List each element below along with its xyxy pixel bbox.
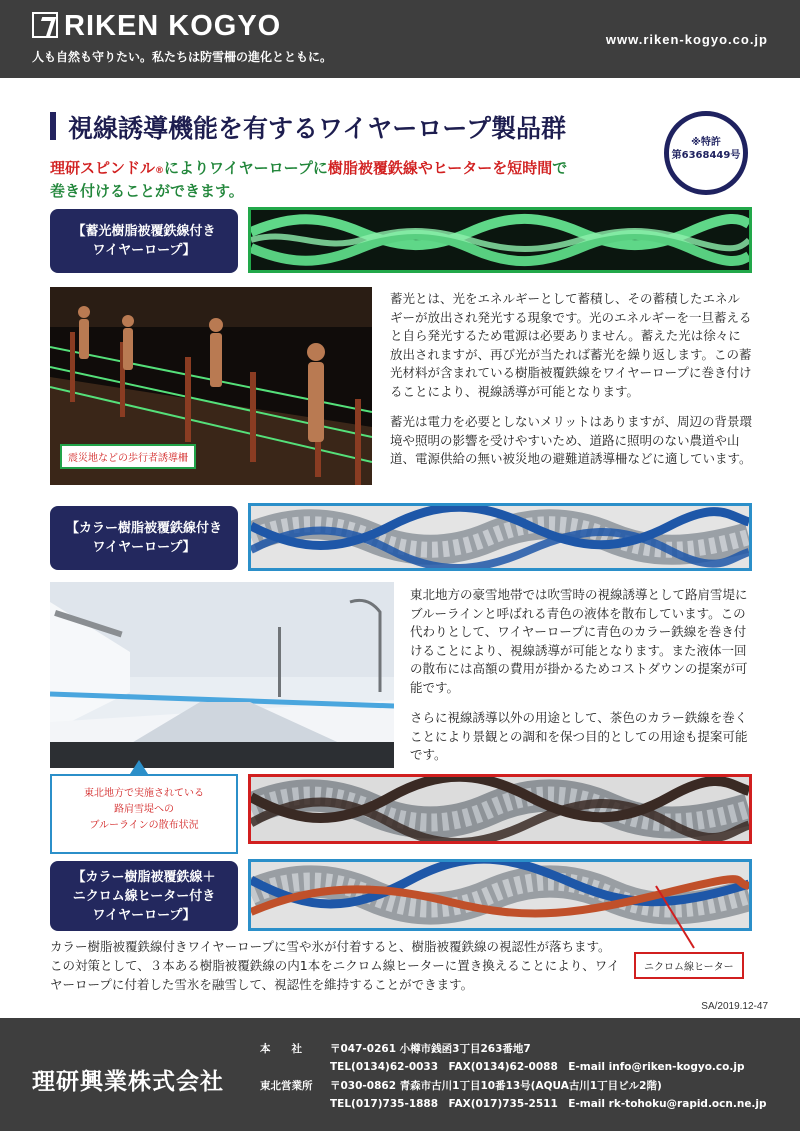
luminous-paragraph-1: 蓄光とは、光をエネルギーとして蓄積し、その蓄積したエネルギーが放出され発光する現象です。光のエネルギーを一旦蓄えると自ら発光するため電源は必要ありません。蓄えた光は徐々に放出されますが、再び光が当たれば蓄光を繰り返します。この蓄光材料が含まれている樹脂被覆鉄線をワイヤーロープに巻き付けることにより、視線誘導が可能となります。 <box>390 291 752 399</box>
product-label-line: 【蓄光樹脂被覆鉄線付き <box>72 224 216 239</box>
riken-logo-icon <box>32 12 58 38</box>
tohoku-label: 東北営業所 <box>260 1080 313 1092</box>
product-label-line: ニクロム線ヒーター付き <box>72 888 216 904</box>
company-name: 理研興業株式会社 <box>32 1069 224 1095</box>
rope-image-brown <box>248 774 752 844</box>
product-label-line: 【カラー樹脂被覆鉄線付き <box>65 521 222 536</box>
hq-contact: TEL(0134)62-0033 FAX(0134)62-0088 E-mail info@riken-kogyo.co.jp <box>330 1061 745 1073</box>
title-accent-bar <box>50 112 56 140</box>
product-label-line: ワイヤーロープ】 <box>92 540 196 555</box>
color-paragraph-2: さらに視線誘導以外の用途として、茶色のカラー鉄線を巻くことにより景観との調和を保つ目的としての用途も提案可能です。 <box>410 710 748 762</box>
color-description <box>410 586 752 765</box>
hq-label: 本 社 <box>260 1043 302 1055</box>
callout-blue-line <box>50 774 238 854</box>
page-footer <box>0 1018 800 1131</box>
lead-text <box>50 158 650 201</box>
callout-line: 路肩雪堤への <box>114 804 174 815</box>
website-link[interactable]: www.riken-kogyo.co.jp <box>605 32 768 47</box>
color-paragraph-1: 東北地方の豪雪地帯では吹雪時の視線誘導として路肩雪堤にブルーラインと呼ばれる青色の液体を散布しています。この代わりとして、ワイヤーロープに青色のカラー鉄線を巻き付けることにより、視線誘導が可能となります。また液体一回の散布には高額の費用が掛かるためコストダウンの提案が可能です。 <box>410 587 748 695</box>
slogan: 人も自然も守りたい。私たちは防雪柵の進化とともに。 <box>32 50 333 64</box>
document-number: SA/2019.12-47 <box>701 1001 768 1012</box>
tohoku-address: 〒030-0862 青森市古川1丁目10番13号(AQUA古川1丁目ビル2階) <box>330 1080 662 1092</box>
page-header <box>0 0 800 78</box>
blue-rope-graphic <box>251 506 749 568</box>
registered-mark: ® <box>155 166 165 176</box>
brand-name: RIKEN KOGYO <box>64 10 282 42</box>
callout-pointer <box>130 760 148 774</box>
heater-description: カラー樹脂被覆鉄線付きワイヤーロープに雪や氷が付着すると、樹脂被覆鉄線の視認性が落ちます。この対策として、３本ある樹脂被覆鉄線の内1本をニクロム線ヒーターに置き換えることにより、ワイヤーロープに付着した雪氷を融雪して、視認性を維持することができます。 <box>50 939 620 992</box>
callout-line: 東北地方で実施されている <box>84 788 204 799</box>
hq-address: 〒047-0261 小樽市銭函3丁目263番地7 <box>330 1043 531 1055</box>
page-title: 視線誘導機能を有するワイヤーロープ製品群 <box>68 114 567 143</box>
rope-image-blue <box>248 503 752 571</box>
product-label-line: ワイヤーロープ】 <box>92 243 196 258</box>
patent-number: 第6368449号 <box>671 150 741 161</box>
heater-pointer-line <box>650 882 710 954</box>
luminous-paragraph-2: 蓄光は電力を必要としないメリットはありますが、周辺の背景環境や照明の影響を受けやすいため、道路に照明のない農道や山道、電源供給の無い被災地の避難道誘導柵などに適しています。 <box>390 414 753 466</box>
snow-road-graphic <box>50 582 394 768</box>
luminous-description <box>390 290 752 469</box>
photo-snow-road-blue-line <box>50 582 394 768</box>
patent-line1: ※特許 <box>691 137 721 148</box>
callout-line: ブルーラインの散布状況 <box>89 820 199 831</box>
lead-highlight: 樹脂被覆鉄線やヒーターを短時間 <box>327 159 553 177</box>
product-label-luminous <box>50 209 238 273</box>
lead-line2: 巻き付けることができます。 <box>50 182 244 200</box>
lead-part1: によりワイヤーロープに <box>164 159 328 177</box>
tohoku-contact: TEL(017)735-1888 FAX(017)735-2511 E-mail rk-tohoku@rapid.ocn.ne.jp <box>330 1098 767 1110</box>
photo-caption-fence: 震災地などの歩行者誘導柵 <box>60 444 196 469</box>
product-label-line: 【カラー樹脂被覆鉄線＋ <box>72 869 216 885</box>
luminous-rope-graphic <box>251 210 749 270</box>
lead-part2: で <box>552 159 568 177</box>
brown-rope-graphic <box>251 777 749 841</box>
lead-spindle: 理研スピンドル <box>50 159 156 177</box>
product-label-heater <box>50 861 238 931</box>
heater-label: ニクロム線ヒーター <box>634 952 744 979</box>
patent-badge <box>664 111 748 195</box>
product-label-color <box>50 506 238 570</box>
rope-image-luminous <box>248 207 752 273</box>
product-label-line: ワイヤーロープ】 <box>92 907 196 923</box>
